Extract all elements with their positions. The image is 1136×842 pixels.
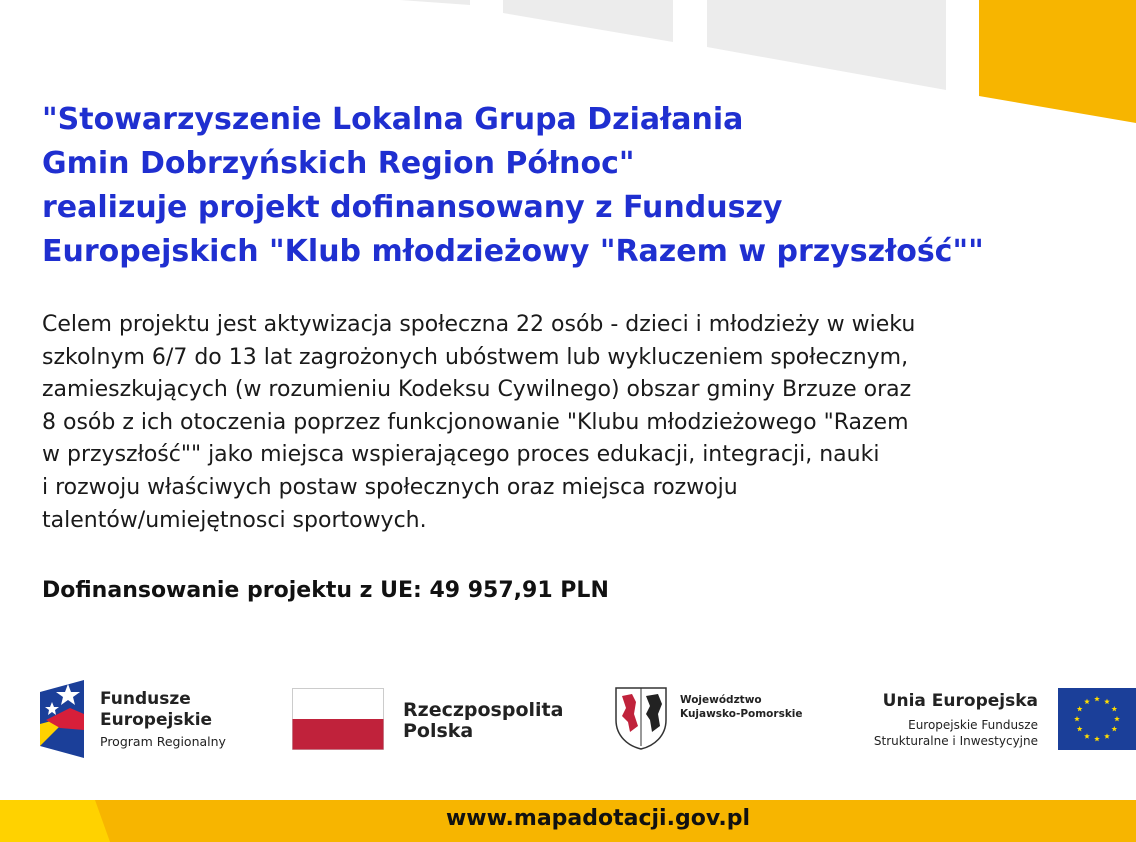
title-line: realizuje projekt dofinansowany z Funduszy bbox=[42, 190, 783, 225]
project-description bbox=[42, 309, 1042, 537]
eu-line2: Europejskie Fundusze bbox=[908, 718, 1038, 732]
fe-line2: Europejskie bbox=[100, 710, 213, 730]
fe-line1: Fundusze bbox=[100, 689, 191, 709]
kujawsko-pomorskie-logo bbox=[680, 693, 803, 721]
fe-line3: Program Regionalny bbox=[100, 734, 226, 749]
kujawsko-pomorskie-coat-of-arms-icon bbox=[614, 686, 668, 750]
title-line: Gmin Dobrzyńskich Region Północ" bbox=[42, 146, 635, 181]
logos-strip bbox=[0, 680, 1136, 770]
description-line: Celem projektu jest aktywizacja społeczna 22 osób - dzieci i młodzieży w wieku bbox=[42, 312, 916, 337]
footer-website-link[interactable]: www.mapadotacji.gov.pl bbox=[445, 806, 751, 831]
eu-flag-icon bbox=[1058, 688, 1136, 750]
description-line: talentów/umiejętnosci sportowych. bbox=[42, 507, 427, 533]
description-line: i rozwoju właściwych postaw społecznych oraz miejsca rozwoju bbox=[42, 474, 738, 500]
kp-line1: Województwo bbox=[680, 694, 762, 706]
kp-line2: Kujawsko-Pomorskie bbox=[680, 708, 803, 720]
unia-europejska-logo bbox=[874, 690, 1038, 749]
rzeczpospolita-polska-logo bbox=[403, 700, 563, 742]
polish-flag-icon bbox=[292, 688, 384, 750]
title-line: Europejskich "Klub młodzieżowy "Razem w przyszłość"" bbox=[42, 234, 984, 269]
funding-amount: Dofinansowanie projektu z UE: 49 957,91 PLN bbox=[42, 578, 609, 603]
project-title bbox=[42, 98, 1082, 274]
rp-line1: Rzeczpospolita bbox=[403, 699, 564, 721]
description-line: zamieszkujących (w rozumieniu Kodeksu Cywilnego) obszar gminy Brzuze oraz bbox=[42, 377, 912, 403]
description-line: w przyszłość"" jako miejsca wspierającego proces edukacji, integracji, nauki bbox=[42, 442, 880, 468]
title-line: "Stowarzyszenie Lokalna Grupa Działania bbox=[42, 102, 744, 137]
eu-line3: Strukturalne i Inwestycyjne bbox=[873, 734, 1038, 748]
rp-line2: Polska bbox=[403, 720, 474, 742]
description-line: 8 osób z ich otoczenia poprzez funkcjonowanie "Klubu młodzieżowego "Razem bbox=[42, 409, 909, 435]
fundusze-europejskie-icon bbox=[40, 680, 84, 758]
eu-line1: Unia Europejska bbox=[882, 691, 1038, 711]
description-line: szkolnym 6/7 do 13 lat zagrożonych ubóstwem lub wykluczeniem społecznym, bbox=[42, 344, 909, 370]
fundusze-europejskie-logo bbox=[100, 689, 226, 749]
